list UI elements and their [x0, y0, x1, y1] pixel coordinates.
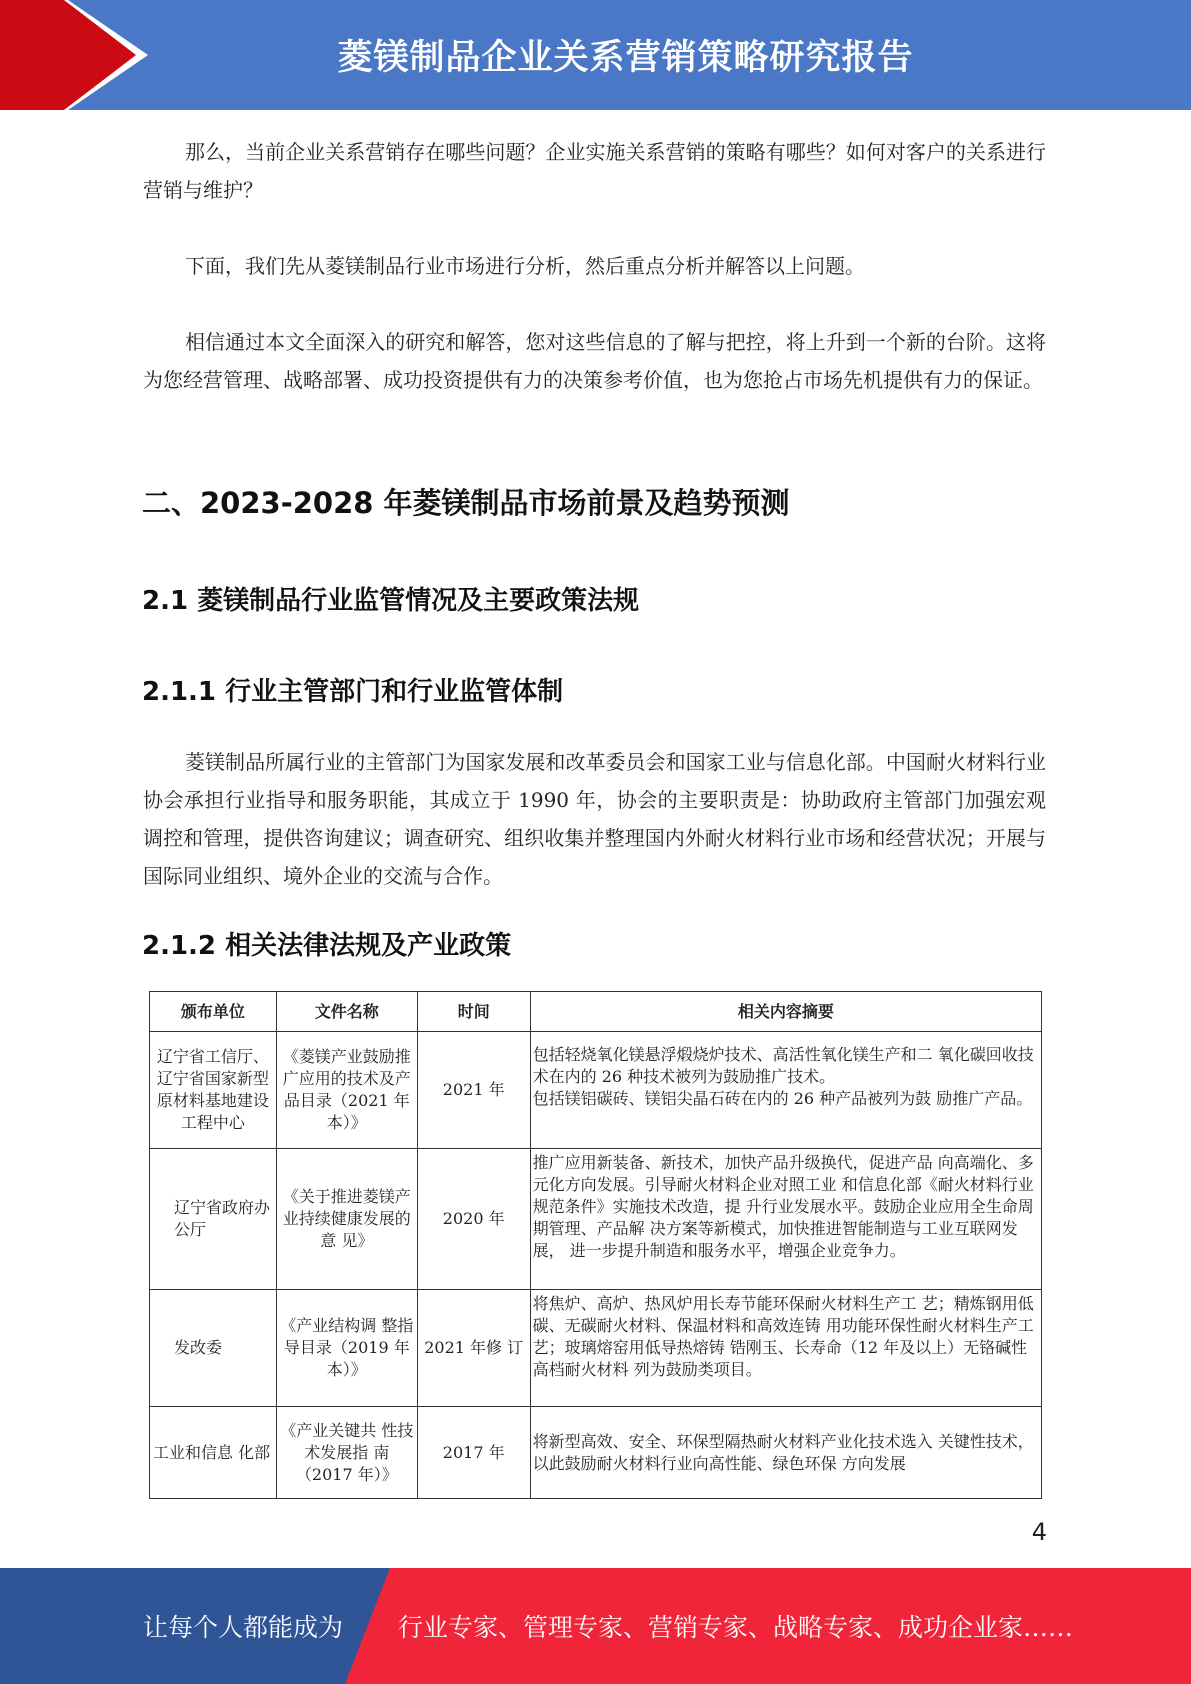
report-title: 菱镁制品企业关系营销策略研究报告	[337, 38, 914, 78]
summary-line: 推广应用新装备、新技术，加快产品升级换代，促进产品 向高端化、多元化方向发展。引导耐火材料企业对照工业 和信息化部《耐火材料行业规范条件》实施技术改造，提 升行业发展水平。鼓励企业应用全生命周期管理、产品解 决方案等新模式，加快推进智能制造与工业互联网发展， 进一步提升制造和服务水平，增强企业竞争力。	[532, 1153, 1034, 1260]
page-header	[0, 0, 1191, 110]
cell-time: 2021 年修 订	[417, 1290, 530, 1407]
column-header-time: 时间	[417, 992, 530, 1032]
section-heading: 二、2023-2028 年菱镁制品市场前景及趋势预测	[142, 486, 790, 520]
regulator-paragraph: 菱镁制品所属行业的主管部门为国家发展和改革委员会和国家工业与信息化部。中国耐火材料行业协会承担行业指导和服务职能，其成立于 1990 年，协会的主要职责是：协助政府主管部门加强宏观调控和管理，提供咨询建议；调查研究、组织收集并整理国内外耐火材料行业市场和经营状况；开展与国际同业组织、境外企业的交流与合作。	[143, 750, 1046, 888]
table-header-row	[150, 992, 1042, 1032]
cell-time: 2020 年	[417, 1149, 530, 1290]
cell-document: 《关于推进菱镁产业持续健康发展的意 见》	[276, 1149, 417, 1290]
cell-document: 《菱镁产业鼓励推广应用的技术及产品目录（2021 年本）》	[276, 1032, 417, 1149]
page-number: 4	[1031, 1518, 1047, 1546]
summary-line: 包括镁铝碳砖、镁铝尖晶石砖在内的 26 种产品被列为鼓 励推广产品。	[532, 1089, 1033, 1108]
cell-issuer: 工业和信息 化部	[150, 1407, 277, 1499]
subsubsection-heading-regulators: 2.1.1 行业主管部门和行业监管体制	[142, 677, 564, 707]
summary-line: 将新型高效、安全、环保型隔热耐火材料产业化技术选入 关键性技术，以此鼓励耐火材料行业向高性能、绿色环保 方向发展	[532, 1431, 1034, 1473]
cell-summary	[530, 1149, 1041, 1290]
cell-document: 《产业结构调 整指导目录（2019 年本）》	[276, 1290, 417, 1407]
footer-lead-text: 让每个人都能成为	[143, 1613, 344, 1642]
summary-line: 包括轻烧氧化镁悬浮煅烧炉技术、高活性氧化镁生产和二 氧化碳回收技术在内的 26 种技术被列为鼓励推广技术。	[532, 1045, 1034, 1086]
subsection-heading: 2.1 菱镁制品行业监管情况及主要政策法规	[142, 586, 640, 616]
cell-issuer: 发改委	[150, 1290, 277, 1407]
cell-summary	[530, 1032, 1041, 1149]
cell-summary	[530, 1290, 1041, 1407]
page-footer	[0, 1568, 1191, 1684]
header-chevron-decoration	[0, 0, 150, 110]
table-row	[150, 1290, 1042, 1407]
intro-paragraph-value: 相信通过本文全面深入的研究和解答，您对这些信息的了解与把控，将上升到一个新的台阶。这将为您经营管理、战略部署、成功投资提供有力的决策参考价值，也为您抢占市场先机提供有力的保证。	[143, 330, 1046, 392]
cell-issuer: 辽宁省政府办公厅	[150, 1149, 277, 1290]
table-row	[150, 1407, 1042, 1499]
cell-summary	[530, 1407, 1041, 1499]
cell-time: 2021 年	[417, 1032, 530, 1149]
footer-tagline: 行业专家、管理专家、营销专家、战略专家、成功企业家……	[398, 1613, 1074, 1642]
column-header-issuer: 颁布单位	[150, 992, 277, 1032]
column-header-summary: 相关内容摘要	[530, 992, 1041, 1032]
intro-paragraph-questions: 那么，当前企业关系营销存在哪些问题？企业实施关系营销的策略有哪些？如何对客户的关系进行营销与维护？	[143, 140, 1046, 202]
cell-issuer: 辽宁省工信厅、辽宁省国家新型原材料基地建设工程中心	[150, 1032, 277, 1149]
table-row	[150, 1149, 1042, 1290]
subsubsection-heading-policies: 2.1.2 相关法律法规及产业政策	[142, 931, 512, 961]
cell-time: 2017 年	[417, 1407, 530, 1499]
table-row	[150, 1032, 1042, 1149]
cell-document: 《产业关键共 性技术发展指 南（2017 年）》	[276, 1407, 417, 1499]
summary-line: 将焦炉、高炉、热风炉用长寿节能环保耐火材料生产工 艺；精炼钢用低碳、无碳耐火材料、保温材料和高效连铸 用功能环保性耐火材料生产工艺；玻璃熔窑用低导热熔铸 锆刚玉、长寿命（12 年及以上）无铬碱性高档耐火材料 列为鼓励类项目。	[532, 1294, 1034, 1379]
policy-table	[149, 991, 1042, 1499]
column-header-document: 文件名称	[276, 992, 417, 1032]
intro-paragraph-approach: 下面，我们先从菱镁制品行业市场进行分析，然后重点分析并解答以上问题。	[185, 254, 865, 278]
